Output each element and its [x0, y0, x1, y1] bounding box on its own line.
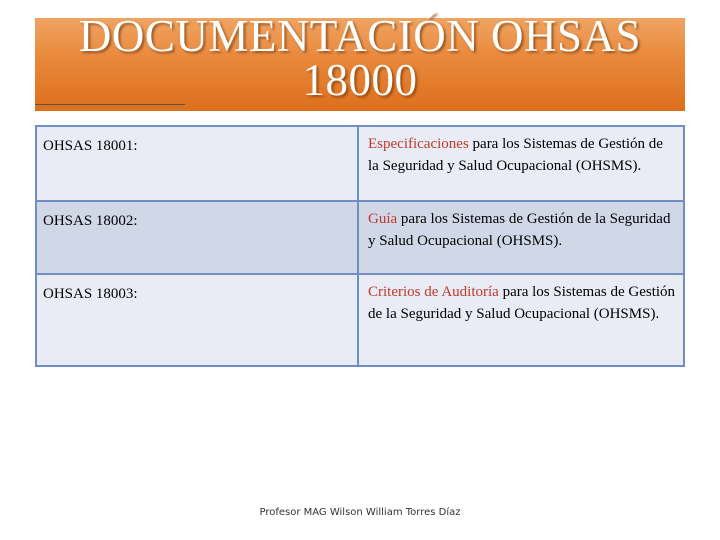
standard-code-cell: OHSAS 18003: [37, 275, 359, 365]
description-highlight: Criterios de Auditoría [368, 284, 499, 300]
standard-code-cell: OHSAS 18001: [37, 127, 359, 200]
ohsas-table [35, 125, 685, 367]
standard-description-cell [359, 127, 683, 200]
description-text: para los Sistemas de Gestión de la Seguridad y Salud Ocupacional (OHSMS). [368, 211, 671, 249]
standard-description-cell [359, 202, 683, 273]
table-row [37, 200, 683, 273]
description-highlight: Guía [368, 211, 398, 227]
standard-description-cell [359, 275, 683, 365]
table-row [37, 273, 683, 365]
description-text: para los Sistemas de Gestión de la Seguridad y Salud Ocupacional (OHSMS). [368, 284, 676, 322]
title-line-1: DOCUMENTACIÓN OHSAS [78, 11, 642, 61]
description-text: para los Sistemas de Gestión de la Seguridad y Salud Ocupacional (OHSMS). [368, 136, 663, 174]
footer-author: Profesor MAG Wilson William Torres Díaz [259, 507, 461, 518]
table-row [37, 127, 683, 200]
title-underline [35, 104, 185, 105]
description-highlight: Especificaciones [368, 136, 469, 152]
standard-code-cell: OHSAS 18002: [37, 202, 359, 273]
slide-title [35, 11, 685, 105]
title-line-2: 18000 [302, 55, 418, 105]
